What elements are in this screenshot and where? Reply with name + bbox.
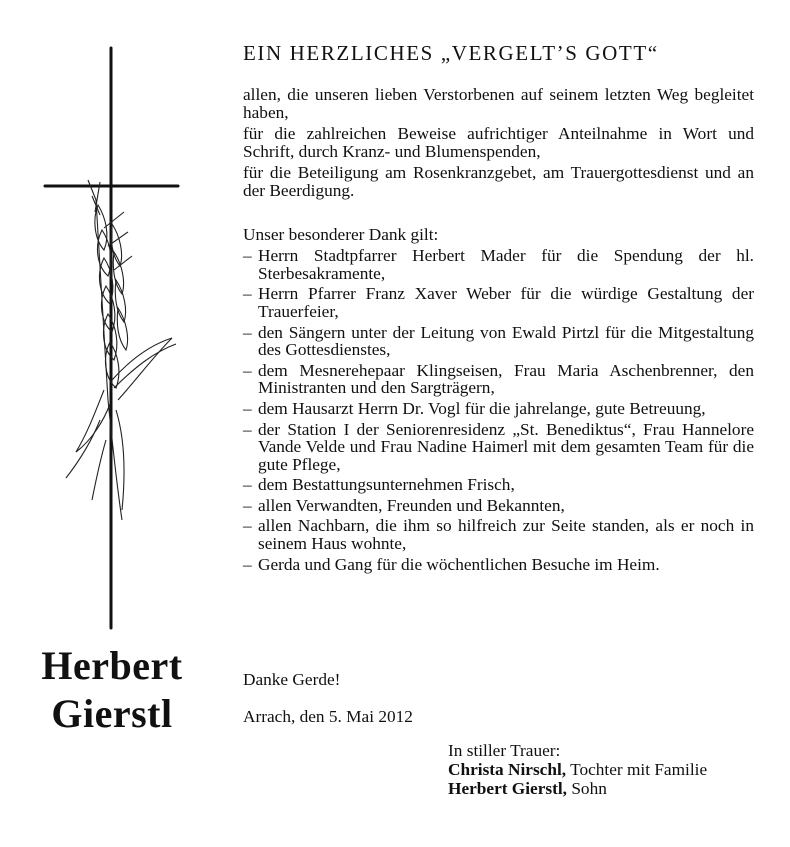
intro-paragraph: für die zahlreichen Beweise aufrichtiger Anteilnahme in Wort und Schrift, durch Kranz- und Blumenspenden, — [243, 124, 754, 161]
list-item: – dem Hausarzt Herrn Dr. Vogl für die jahrelange, gute Betreuung, — [243, 400, 754, 418]
mourner-name: Herbert Gierstl, — [448, 779, 567, 798]
list-item: – allen Nachbarn, die ihm so hilfreich zur Seite standen, als er noch in seinem Haus wohnte, — [243, 517, 754, 552]
closing-thanks: Danke Gerde! — [243, 670, 341, 689]
mourner-relation: Sohn — [567, 779, 607, 798]
mourner-relation: Tochter mit Familie — [566, 760, 708, 779]
list-item: – dem Bestattungsunternehmen Frisch, — [243, 476, 754, 494]
mourner-name: Christa Nirschl, — [448, 760, 567, 779]
deceased-last-name: Gierstl — [51, 691, 173, 736]
intro-paragraph: für die Beteiligung am Rosenkranzgebet, am Trauergottesdienst und an der Beerdigung. — [243, 163, 754, 200]
intro-paragraph: allen, die unseren lieben Verstorbenen auf seinem letzten Weg begleitet haben, — [243, 85, 754, 122]
list-item: – den Sängern unter der Leitung von Ewald Pirtzl für die Mitgestaltung des Gottesdienstes, — [243, 324, 754, 359]
list-item: – dem Mesnerehepaar Klingseisen, Frau Maria Aschenbrenner, den Ministranten und den Sargträgern, — [243, 362, 754, 397]
cross-wheat-illustration — [0, 0, 230, 640]
deceased-first-name: Herbert — [41, 643, 183, 688]
list-item: – der Station I der Seniorenresidenz „St. Benediktus“, Frau Hannelore Vande Velde und Frau Nadine Haimerl mit dem gesamten Team für die gute Pflege, — [243, 421, 754, 474]
list-item: – allen Verwandten, Freunden und Bekannten, — [243, 497, 754, 515]
mourners-block — [448, 741, 707, 798]
place-date: Arrach, den 5. Mai 2012 — [243, 707, 413, 726]
mourning-intro: In stiller Trauer: — [448, 741, 561, 760]
thanks-list — [243, 247, 754, 573]
heading: EIN HERZLICHES „VERGELT’S GOTT“ — [243, 41, 659, 65]
wheat-ear-icon — [66, 180, 176, 520]
main-text — [243, 86, 754, 576]
thanks-intro: Unser besonderer Dank gilt: — [243, 224, 439, 244]
list-item: – Herrn Stadtpfarrer Herbert Mader für die Spendung der hl. Sterbesakramente, — [243, 247, 754, 282]
list-item: – Gerda und Gang für die wöchentlichen Besuche im Heim. — [243, 556, 754, 574]
mourner-line — [448, 760, 707, 779]
list-item: – Herrn Pfarrer Franz Xaver Weber für die würdige Gestaltung der Trauerfeier, — [243, 285, 754, 320]
mourner-line — [448, 779, 707, 798]
